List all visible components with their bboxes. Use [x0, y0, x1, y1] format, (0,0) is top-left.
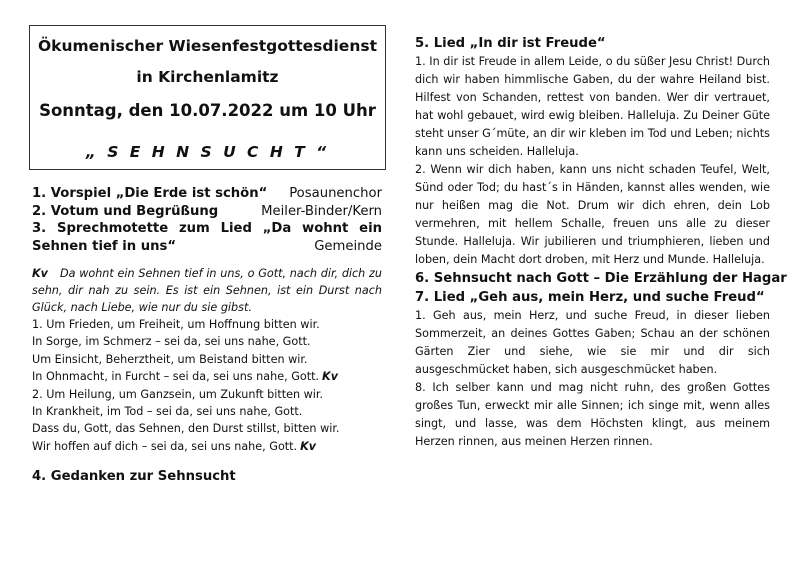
- verse-text: 2. Um Heilung, um Ganzsein, um Zukunft bitten wir.: [32, 387, 324, 401]
- kehrvers-text: Da wohnt ein Sehnen tief in uns, o Gott, nach dir, dich zu sehn, dir nah zu sein. Es ist ein Sehnen, ist ein Durst nach Glück, nach Liebe, wie nur du sie gibst.: [32, 267, 382, 314]
- right-column: [415, 34, 787, 451]
- service-date: Sonntag, den 10.07.2022 um 10 Uhr: [39, 101, 376, 120]
- title-box: [29, 25, 386, 170]
- program-item-1-label: 1. Vorspiel „Die Erde ist schön“: [32, 186, 268, 201]
- program-item-4: 4. Gedanken zur Sehnsucht: [32, 469, 236, 485]
- verse-text: Wir hoffen auf dich – sei da, sei uns nahe, Gott.: [32, 439, 298, 453]
- program-item-2-performer: Meiler-Binder/Kern: [261, 203, 382, 219]
- verse-text: Dass du, Gott, das Sehnen, den Durst stillst, bitten wir.: [32, 422, 340, 436]
- kehrvers-marker: Kv: [32, 267, 48, 280]
- verse-line: [32, 351, 382, 368]
- program-item-3-line1: 3. Sprechmotette zum Lied „Da wohnt ein: [32, 221, 382, 236]
- verse-list: [32, 316, 382, 455]
- program-item-5-heading: 5. Lied „In dir ist Freude“: [415, 36, 606, 51]
- program-item-3-label-cont: Sehnen tief in uns“: [32, 238, 177, 254]
- service-motto: „ S E H N S U C H T “: [85, 143, 330, 161]
- song-5-verse-2: 2. Wenn wir dich haben, kann uns nicht schaden Teufel, Welt, Sünd oder Tod; du hast´s in Händen, kannst alles wenden, wie nur heißen mag die Not. Drum wir dich ehren, dein Lob vermehren, mit hellem Schalle, freuen uns alle zu dieser Stunde. Halleluja. Wir jubilieren und triumphieren, lieben und loben, dein Macht dort droben, mit Herz und Munde. Halleluja.: [415, 163, 770, 266]
- verse-line: [32, 420, 382, 437]
- service-title: Ökumenischer Wiesenfestgottesdienst: [37, 37, 377, 55]
- song-5-verse-1: 1. In dir ist Freude in allem Leide, o du süßer Jesu Christ! Durch dich wir haben himmlische Gaben, du der wahre Heiland bist. Hilfest von Schanden, rettest von banden. Wer dir vertrauet, hat wohl gebauet, wird ewig bleiben. Halleluja. Zu Deiner Güte steht unser G´müte, an dir wir kleben im Tod und Leben; nichts kann uns scheiden. Halleluja.: [415, 55, 771, 158]
- verse-line: [32, 386, 382, 403]
- program-item-1: [32, 185, 382, 203]
- service-location: in Kirchenlamitz: [136, 68, 279, 86]
- song-7-verse-1: 1. Geh aus, mein Herz, und suche Freud, in dieser lieben Sommerzeit, an deines Gottes Gaben; Schau an der schönen Gärten Zier und siehe, wie sie mir und dir sich ausgeschmücket haben, sich ausgeschmücket haben.: [415, 309, 770, 376]
- verse-line: [32, 368, 382, 385]
- program-item-3-line2: [32, 238, 382, 256]
- program-item-1-performer: Posaunenchor: [289, 186, 382, 201]
- verse-kv-marker: Kv: [322, 370, 339, 384]
- program-item-2-label: 2. Votum und Begrüßung: [32, 203, 219, 219]
- kehrvers: [32, 265, 382, 316]
- left-column: [32, 185, 382, 484]
- program-item-3-performer: Gemeinde: [314, 238, 382, 254]
- verse-line: [32, 316, 382, 333]
- verse-text: Um Einsicht, Beherztheit, um Beistand bitten wir.: [32, 352, 308, 366]
- program-item-6-heading: 6. Sehnsucht nach Gott – Die Erzählung der Hagar: [415, 271, 787, 286]
- verse-text: In Krankheit, im Tod – sei da, sei uns nahe, Gott.: [32, 405, 303, 419]
- verse-text: In Sorge, im Schmerz – sei da, sei uns nahe, Gott.: [32, 335, 311, 349]
- program-item-7-heading: 7. Lied „Geh aus, mein Herz, und suche Freud“: [415, 290, 765, 305]
- verse-text: 1. Um Frieden, um Freiheit, um Hoffnung bitten wir.: [32, 318, 320, 331]
- verse-kv-marker: Kv: [300, 439, 317, 453]
- verse-line: [32, 333, 382, 350]
- song-7-verse-8: 8. Ich selber kann und mag nicht ruhn, des großen Gottes großes Tun, erweckt mir alle Sinnen; ich singe mit, wenn alles singt, und lasse, was dem Höchsten klingt, aus meinem Herzen rinnen, aus meinen Herzen rinnen.: [415, 381, 770, 448]
- verse-line: [32, 438, 382, 455]
- verse-line: [32, 403, 382, 420]
- verse-text: In Ohnmacht, in Furcht – sei da, sei uns nahe, Gott.: [32, 370, 320, 384]
- program-item-2: [32, 203, 382, 221]
